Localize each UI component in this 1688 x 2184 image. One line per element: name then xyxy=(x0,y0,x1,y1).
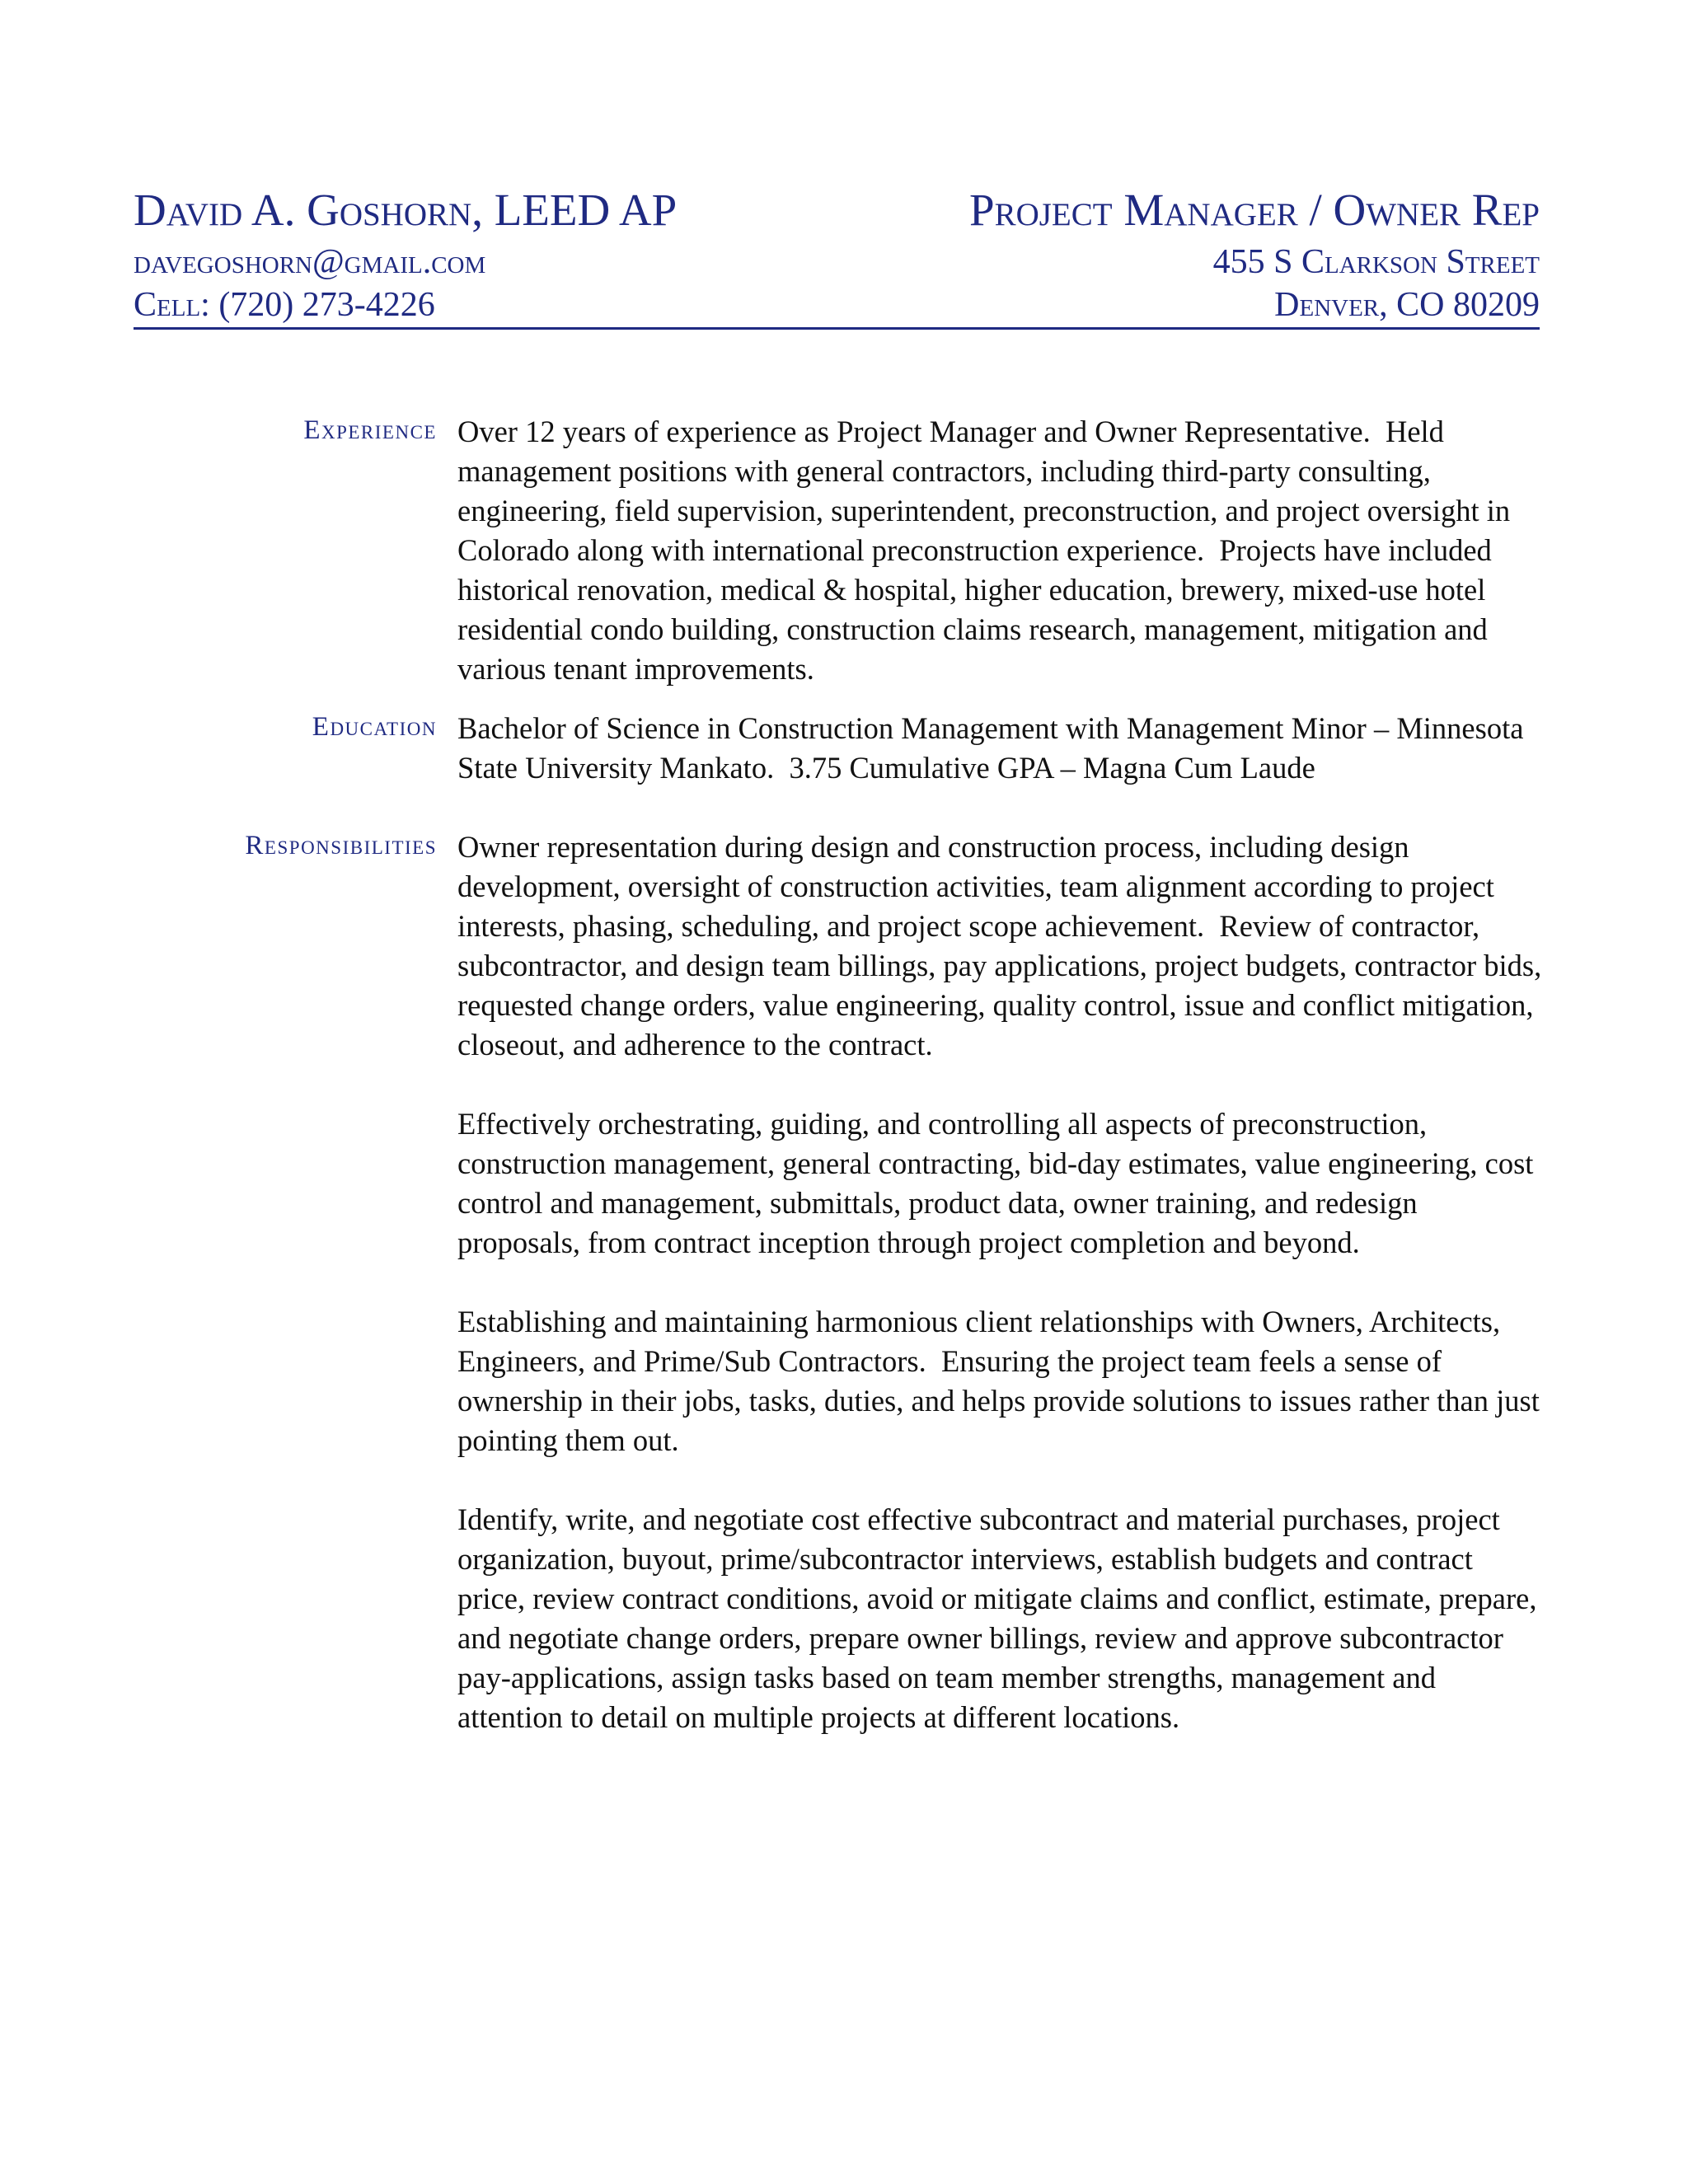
responsibilities-body xyxy=(457,827,1550,1737)
experience-section xyxy=(0,412,1688,689)
experience-heading: Experience xyxy=(303,415,437,445)
education-body xyxy=(457,709,1545,788)
job-title: Project Manager / Owner Rep xyxy=(968,185,1540,235)
experience-body xyxy=(457,412,1545,689)
contact-right xyxy=(969,183,1540,326)
responsibility-paragraph: Establishing and maintaining harmonious client relationships with Owners, Architects, Engineers, and Prime/Sub Contractors. Ensuring the project team feels a sense of ownership in their jobs, tasks, duties, and helps provide solutions to issues rather than just pointing them out. xyxy=(457,1305,1547,1457)
responsibilities-heading: Responsibilities xyxy=(245,831,437,860)
experience-text: Over 12 years of experience as Project Manager and Owner Representative. Held management positions with general contractors, including third-party consulting, engineering, field supervision, superintendent, preconstruction, and project oversight in Colorado along with international preconstruction experience. Projects have included historical renovation, medical & hospital, higher education, brewery, mixed-use hotel residential condo building, construction claims research, management, mitigation and various tenant improvements. xyxy=(457,415,1518,686)
contact-left xyxy=(134,183,677,326)
responsibility-paragraph: Effectively orchestrating, guiding, and controlling all aspects of preconstruction, construction management, general contracting, bid-day estimates, value engineering, cost control and management, submittals, product data, owner training, and redesign proposals, from contract inception through project completion and beyond. xyxy=(457,1107,1541,1259)
resume-header xyxy=(134,183,1540,330)
resume-body xyxy=(0,412,1688,1737)
responsibility-paragraph: Identify, write, and negotiate cost effective subcontract and material purchases, project organization, buyout, prime/subcontractor interviews, establish budgets and contract price, review contract conditions, avoid or mitigate claims and conflict, estimate, prepare, and negotiate change orders, prepare owner billings, review and approve subcontractor pay-applications, assign tasks based on team member strengths, management and attention to detail on multiple projects at different locations. xyxy=(457,1502,1545,1734)
email-link[interactable]: davegoshorn@gmail.com xyxy=(134,243,486,281)
responsibilities-section xyxy=(0,827,1688,1737)
responsibility-paragraph: Owner representation during design and construction process, including design development, oversight of construction activities, team alignment according to project interests, phasing, scheduling, and project scope achievement. Review of contractor, subcontractor, and design team billings, pay applications, project budgets, contractor bids, requested change orders, value engineering, quality control, issue and conflict mitigation, closeout, and adherence to the contract. xyxy=(457,830,1550,1062)
candidate-name: David A. Goshorn, LEED AP xyxy=(134,185,678,235)
education-text: Bachelor of Science in Construction Management with Management Minor – Minnesota State University Mankato. 3.75 Cumulative GPA – Magna Cum Laude xyxy=(457,711,1531,785)
education-heading: Education xyxy=(312,712,437,742)
education-section xyxy=(0,709,1688,788)
cell-phone: Cell: (720) 273-4226 xyxy=(134,286,435,324)
city-state-zip: Denver, CO 80209 xyxy=(1274,286,1540,324)
street-address: 455 S Clarkson Street xyxy=(1212,243,1540,281)
